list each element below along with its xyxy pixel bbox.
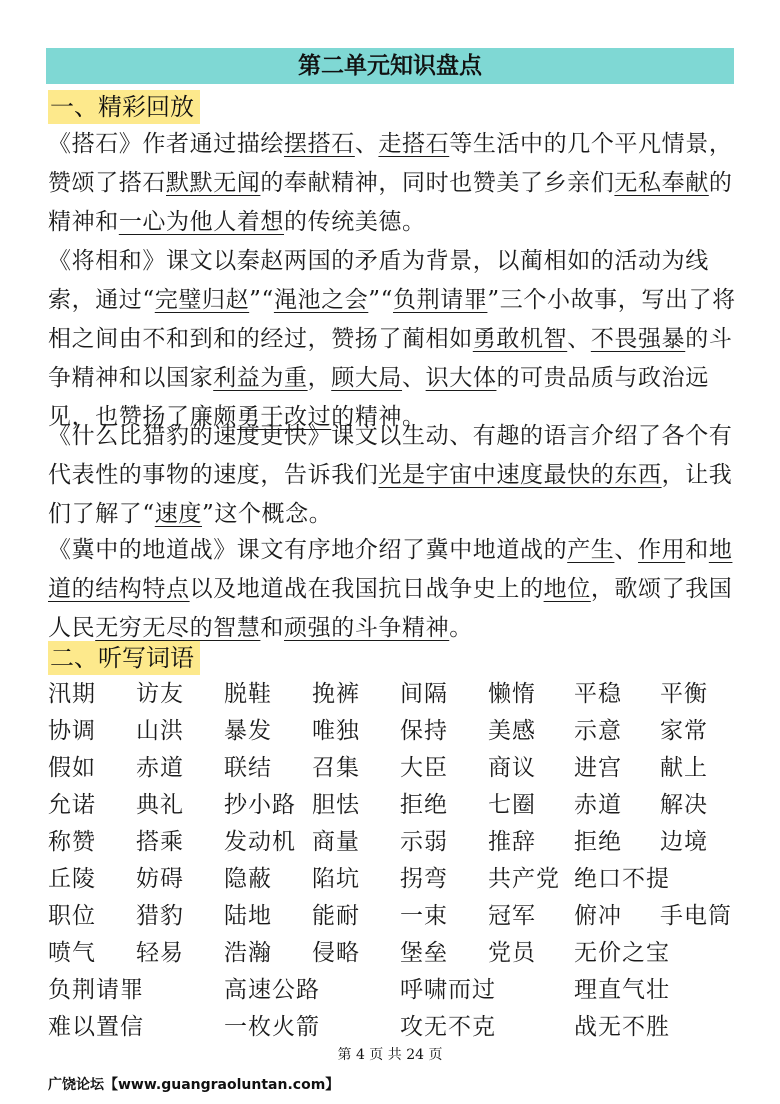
vocab-word: 呼啸而过 (400, 977, 496, 1003)
page-title: 第二单元知识盘点 (46, 48, 734, 84)
vocab-word: 推辞 (488, 829, 536, 855)
vocab-word: 一束 (400, 903, 448, 929)
vocab-word: 赤道 (574, 792, 622, 818)
vocabulary-grid (48, 676, 748, 1046)
vocab-word: 平稳 (574, 681, 622, 707)
vocab-word: 商量 (312, 829, 360, 855)
vocab-word: 大臣 (400, 755, 448, 781)
vocab-word: 家常 (660, 718, 708, 744)
vocab-word: 丘陵 (48, 866, 96, 892)
vocab-word: 共产党 (488, 866, 560, 892)
vocab-word: 难以置信 (48, 1014, 144, 1040)
vocab-word: 妨碍 (136, 866, 184, 892)
vocab-word: 边境 (660, 829, 708, 855)
vocab-word: 间隔 (400, 681, 448, 707)
vocab-word: 陷坑 (312, 866, 360, 892)
vocab-row (48, 935, 748, 972)
page-number: 第 4 页 共 24 页 (337, 1047, 443, 1063)
vocab-word: 侵略 (312, 940, 360, 966)
vocab-word: 无价之宝 (574, 940, 670, 966)
vocab-word: 山洪 (136, 718, 184, 744)
vocab-word: 示意 (574, 718, 622, 744)
vocab-word: 党员 (488, 940, 536, 966)
vocab-word: 堡垒 (400, 940, 448, 966)
vocab-word: 攻无不克 (400, 1014, 496, 1040)
vocab-row (48, 750, 748, 787)
vocab-word: 猎豹 (136, 903, 184, 929)
vocab-word: 冠军 (488, 903, 536, 929)
vocab-word: 访友 (136, 681, 184, 707)
vocab-word: 汛期 (48, 681, 96, 707)
vocab-word: 理直气壮 (574, 977, 670, 1003)
vocab-row (48, 861, 748, 898)
vocab-word: 唯独 (312, 718, 360, 744)
vocab-word: 进宫 (574, 755, 622, 781)
footer-site-link[interactable]: 广饶论坛【www.guangraoluntan.com】 (48, 1077, 340, 1093)
vocab-word: 拒绝 (400, 792, 448, 818)
vocab-word: 挽裤 (312, 681, 360, 707)
vocab-word: 称赞 (48, 829, 96, 855)
vocab-word: 陆地 (224, 903, 272, 929)
vocab-word: 喷气 (48, 940, 96, 966)
vocab-word: 一枚火箭 (224, 1014, 320, 1040)
vocab-word: 典礼 (136, 792, 184, 818)
vocab-word: 职位 (48, 903, 96, 929)
paragraph-jiangxianghe: 《将相和》课文以秦赵两国的矛盾为背景，以蔺相如的活动为线索，通过“完璧归赵”“渑池之会”“负荆请罪”三个小故事，写出了将相之间由不和到和的经过，赞扬了蔺相如勇敢机智、不畏强暴的斗争精神和以国家利益为重，顾大局、识大体的可贵品质与政治远见，也赞扬了廉颇勇于改过的精神。 (48, 248, 736, 430)
vocab-word: 发动机 (224, 829, 296, 855)
vocab-word: 脱鞋 (224, 681, 272, 707)
vocab-word: 赤道 (136, 755, 184, 781)
vocab-word: 拐弯 (400, 866, 448, 892)
vocab-word: 召集 (312, 755, 360, 781)
vocab-word: 抄小路 (224, 792, 296, 818)
vocab-row (48, 1009, 748, 1046)
vocab-word: 假如 (48, 755, 96, 781)
vocab-row (48, 898, 748, 935)
paragraph-liebao: 《什么比猎豹的速度更快》课文以生动、有趣的语言介绍了各个有代表性的事物的速度，告诉我们光是宇宙中速度最快的东西，让我们了解了“速度”这个概念。 (48, 423, 733, 527)
vocab-word: 平衡 (660, 681, 708, 707)
vocab-word: 手电筒 (660, 903, 732, 929)
vocab-word: 拒绝 (574, 829, 622, 855)
vocab-word: 联结 (224, 755, 272, 781)
vocab-word: 轻易 (136, 940, 184, 966)
vocab-word: 负荆请罪 (48, 977, 144, 1003)
vocab-word: 隐蔽 (224, 866, 272, 892)
vocab-word: 懒惰 (488, 681, 536, 707)
vocab-word: 允诺 (48, 792, 96, 818)
vocab-word: 暴发 (224, 718, 272, 744)
vocab-word: 俯冲 (574, 903, 622, 929)
vocab-word: 战无不胜 (574, 1014, 670, 1040)
vocab-row (48, 676, 748, 713)
section-heading-review: 一、精彩回放 (48, 90, 200, 124)
paragraph-didaozhan: 《冀中的地道战》课文有序地介绍了冀中地道战的产生、作用和地道的结构特点以及地道战在我国抗日战争史上的地位，歌颂了我国人民无穷无尽的智慧和顽强的斗争精神。 (48, 537, 733, 641)
vocab-word: 浩瀚 (224, 940, 272, 966)
vocab-row (48, 713, 748, 750)
vocab-word: 协调 (48, 718, 96, 744)
vocab-word: 美感 (488, 718, 536, 744)
vocab-word: 七圈 (488, 792, 536, 818)
vocab-row (48, 972, 748, 1009)
vocab-word: 高速公路 (224, 977, 320, 1003)
vocab-word: 献上 (660, 755, 708, 781)
section-heading-dictation: 二、听写词语 (48, 641, 200, 675)
vocab-word: 解决 (660, 792, 708, 818)
vocab-row (48, 787, 748, 824)
vocab-word: 商议 (488, 755, 536, 781)
vocab-word: 示弱 (400, 829, 448, 855)
vocab-word: 绝口不提 (574, 866, 670, 892)
vocab-word: 搭乘 (136, 829, 184, 855)
paragraph-dashi: 《搭石》作者通过描绘摆搭石、走搭石等生活中的几个平凡情景，赞颂了搭石默默无闻的奉献精神，同时也赞美了乡亲们无私奉献的精神和一心为他人着想的传统美德。 (48, 131, 733, 235)
vocab-word: 保持 (400, 718, 448, 744)
vocab-word: 胆怯 (312, 792, 360, 818)
vocab-row (48, 824, 748, 861)
vocab-word: 能耐 (312, 903, 360, 929)
